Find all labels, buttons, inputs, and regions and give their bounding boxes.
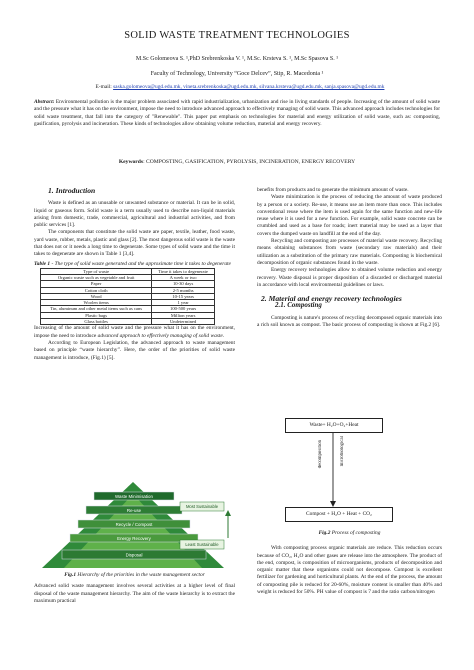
subsection-heading-composting: 2.1. Composting [275,301,322,310]
table-row [41,319,215,325]
table-caption-text: - The type of solid waste generated and the approximate time it takes to degenerate [51,260,231,267]
sustainability-arrow-head [225,510,231,516]
figure-2-caption-text: Process of composting [331,530,381,536]
figure-2-caption-label: Fig.2 [318,530,331,536]
table-cell: Million years [152,312,215,318]
table-cell: Organic waste such as vegetable and fruit [41,274,152,280]
intro-paragraph-4: According to European Legislation, the advanced approach to waste management based on principle “waste hierarchy”. Here, the order of the priorities of solid waste management is introduce, (Fig.1) [5]. [34,339,235,361]
table-caption [34,261,235,268]
right-paragraph-3: Recycling and composting are processes of material waste recovery. Recycling means obtaining substances from waste (secondary raw materials) and their utilization as a substitution of the primary raw materials. Composting is biochemical decomposition of organic substances found in the waste. [257,238,442,266]
section-heading-recovery: 2. Material and energy recovery technologies [261,294,402,304]
pyramid-label: Disposal [125,552,143,558]
pyramid-label: Re-use [126,508,142,513]
abstract-label: Abstract: [34,99,55,105]
right-paragraph-6: With composting process organic materials are reduce. This reduction occurs because of CO₂, H₂O and other gases are release into the atmosphere. The product of the end, compost, is composition of microorganisms, products of decomposition and organic matter that these organisms could not decompose. Compost is excellent fertilizer for gardening and horticultural plants. At the end of the process, the amount of composting pile is reduced for 20-60%, moisture content is smaller than 40% and weight is reduced for 50%. PH value of compost is 7 and the ratio carbon/nitrogen [257,545,442,596]
decomposition-label: decomposition [318,440,323,469]
pyramid-label: Energy Recovery [117,536,151,541]
right-paragraph-5: Composting is nature's process of recycling decomposed organic materials into a rich soil known as compost. The basic process of composting is shown at Fig.2 [6]. [257,314,442,329]
composting-process-figure [257,412,442,524]
table-caption-label: Table 1 [34,260,51,267]
table-cell: 10-30 days [152,281,215,287]
keywords-text: : COMPOSTING, GASIFICATION, PYROLYSIS, INCINERATION, ENERGY RECOVERY [143,159,356,165]
keywords [0,159,474,165]
right-paragraph-1: benefits from products and to generate the minimum amount of waste. [257,187,409,193]
figure-1-caption-label: Fig.1 [64,572,77,578]
intro-paragraph-1: Waste is defined as an unusable or unwanted substance or material. It can be in solid, liquid or gaseous form. Solid waste is a term usually used to describe non-liquid materials arising from domestic, trade, commercial, agricultural and industrial activities, and from public services [1]. [34,200,235,229]
email-label: E-mail: [95,84,112,90]
intro-paragraph-3-italic: advanced approach to effectively managing of solid waste. [97,332,225,339]
waste-degeneration-table [40,268,215,326]
microbiological-label: microbiological [340,436,345,467]
figure-1-caption [34,572,235,579]
table-cell: Glass bottles [41,319,152,325]
section-heading-introduction: 1. Introduction [48,186,96,195]
pyramid-label: Waste Minimisation [115,494,153,499]
waste-hierarchy-pyramid [34,478,235,570]
most-sustainable-label: Most Sustainable [185,504,219,509]
waste-hierarchy-figure [34,478,235,570]
intro-paragraph-3 [34,325,235,340]
table-header-cell: Type of waste [41,268,152,274]
least-sustainable-label: Least Sustainable [185,542,219,547]
table-header-cell: Time it takes to degenerate [152,268,215,274]
right-paragraph-4: Energy recovery technologies allow to obtained volume reduction and energy recovery. Waste disposal is proper disposition of a discarded or discharged material in accordance with local environmental guidelines or laws. [257,267,442,288]
intro-paragraph-5: Advanced solid waste management involves several activities at a higher level of final disposal of the waste management hierarchy. The aim of the waste hierarchy is to extract the maximum practical [34,583,235,604]
abstract-text: Environmental pollution is the major problem associated with rapid industrialization, urbanization and rise in living standards of people. Increasing of the amount of solid waste and the pressure what it has on the environment, impose the need to introduce advanced approach to effectively managing of solid waste. This advanced approach includes technologies for solid waste treatment, that fall into the category of "Renewable". This paper put emphasis on technologies for material and energy utilization of solid waste, such as: composting, gasification, pyrolysis and incineration. These kinds of technologies allow obtaining volume reduction, material and energy recovery. [34,99,440,128]
intro-paragraph-2: The components that constitute the solid waste are paper, textile, leather, food waste, yard waste, rubber, metals, plastic and glass [2]. The most dangerous solid waste is the waste that does not or it needs a long time to degenerate. Some types of solid waste and the time it takes to degenerate are shown in Table 1 [3,4]. [34,229,235,258]
table-cell: 2-5 months [152,287,215,293]
table-cell: Woolen items [41,300,152,306]
pyramid-label: Recycle / Compost [115,522,153,527]
left-column [34,187,235,362]
process-input-box: Waste+ H₂O+O₂+Heat [285,418,383,433]
paper-title: SOLID WASTE TREATMENT TECHNOLOGIES [124,30,350,41]
table-cell: Paper [41,281,152,287]
right-paragraph-2: Waste minimization is the process of reducing the amount of waste produced by a person or a society. Re-use, it means use an item more than once. This includes conventional reuse where the item is used again for the same function and new-life reuse where it is used for a new function. For example, solid waste concrete can be crumbled and used as a base for roads; inert material may be used as a layer that covers the dumped waste on landfill at the end of the day. [257,194,442,237]
abstract [34,99,440,129]
table-row [41,306,215,312]
table-cell: Tin, aluminum and other metal items such as cans [41,306,152,312]
table-cell: 1 year [152,300,215,306]
right-column-bottom [257,530,442,596]
table-cell: Cotton cloth [41,287,152,293]
right-column [257,187,442,329]
table-row [41,274,215,280]
table-cell: Undetermined [152,319,215,325]
table-cell: A week or two [152,274,215,280]
table-cell: Wood [41,293,152,299]
keywords-label: Keywords [118,159,144,165]
email-links[interactable]: saska.golomeova@ugd.edu.mk, vineta.srebrenkoska@ugd.edu.mk, silvana.krsteva@ugd.edu.mk, sanja.spasova@ugd.edu.mk [113,84,385,90]
affiliation-line: Faculty of Technology, University “Goce Delcev”, Stip, R. Macedonia ¹ [150,71,324,77]
process-output-box: Compost + H₂O + Heat + CO₂ [285,507,393,522]
intro-paragraph-3-text: Increasing of the amount of solid waste and the pressure what it has on the environment, impose the need to introduce [34,325,235,339]
table-cell: 100-500 years [152,306,215,312]
email-line [20,84,460,90]
figure-1-caption-text: Hierarchy of the priorities in the waste management sector [77,572,205,578]
table-cell: 10-15 years [152,293,215,299]
figure-2-caption [257,530,442,537]
authors-line: M.Sc Golomeova S. ¹,PhD Srebrenkoska V. ¹, M.Sc. Krsteva S. ¹, M.Sc Spasova S. ¹ [135,56,339,62]
table-cell: Plastic bags [41,312,152,318]
left-column-bottom [34,572,235,605]
